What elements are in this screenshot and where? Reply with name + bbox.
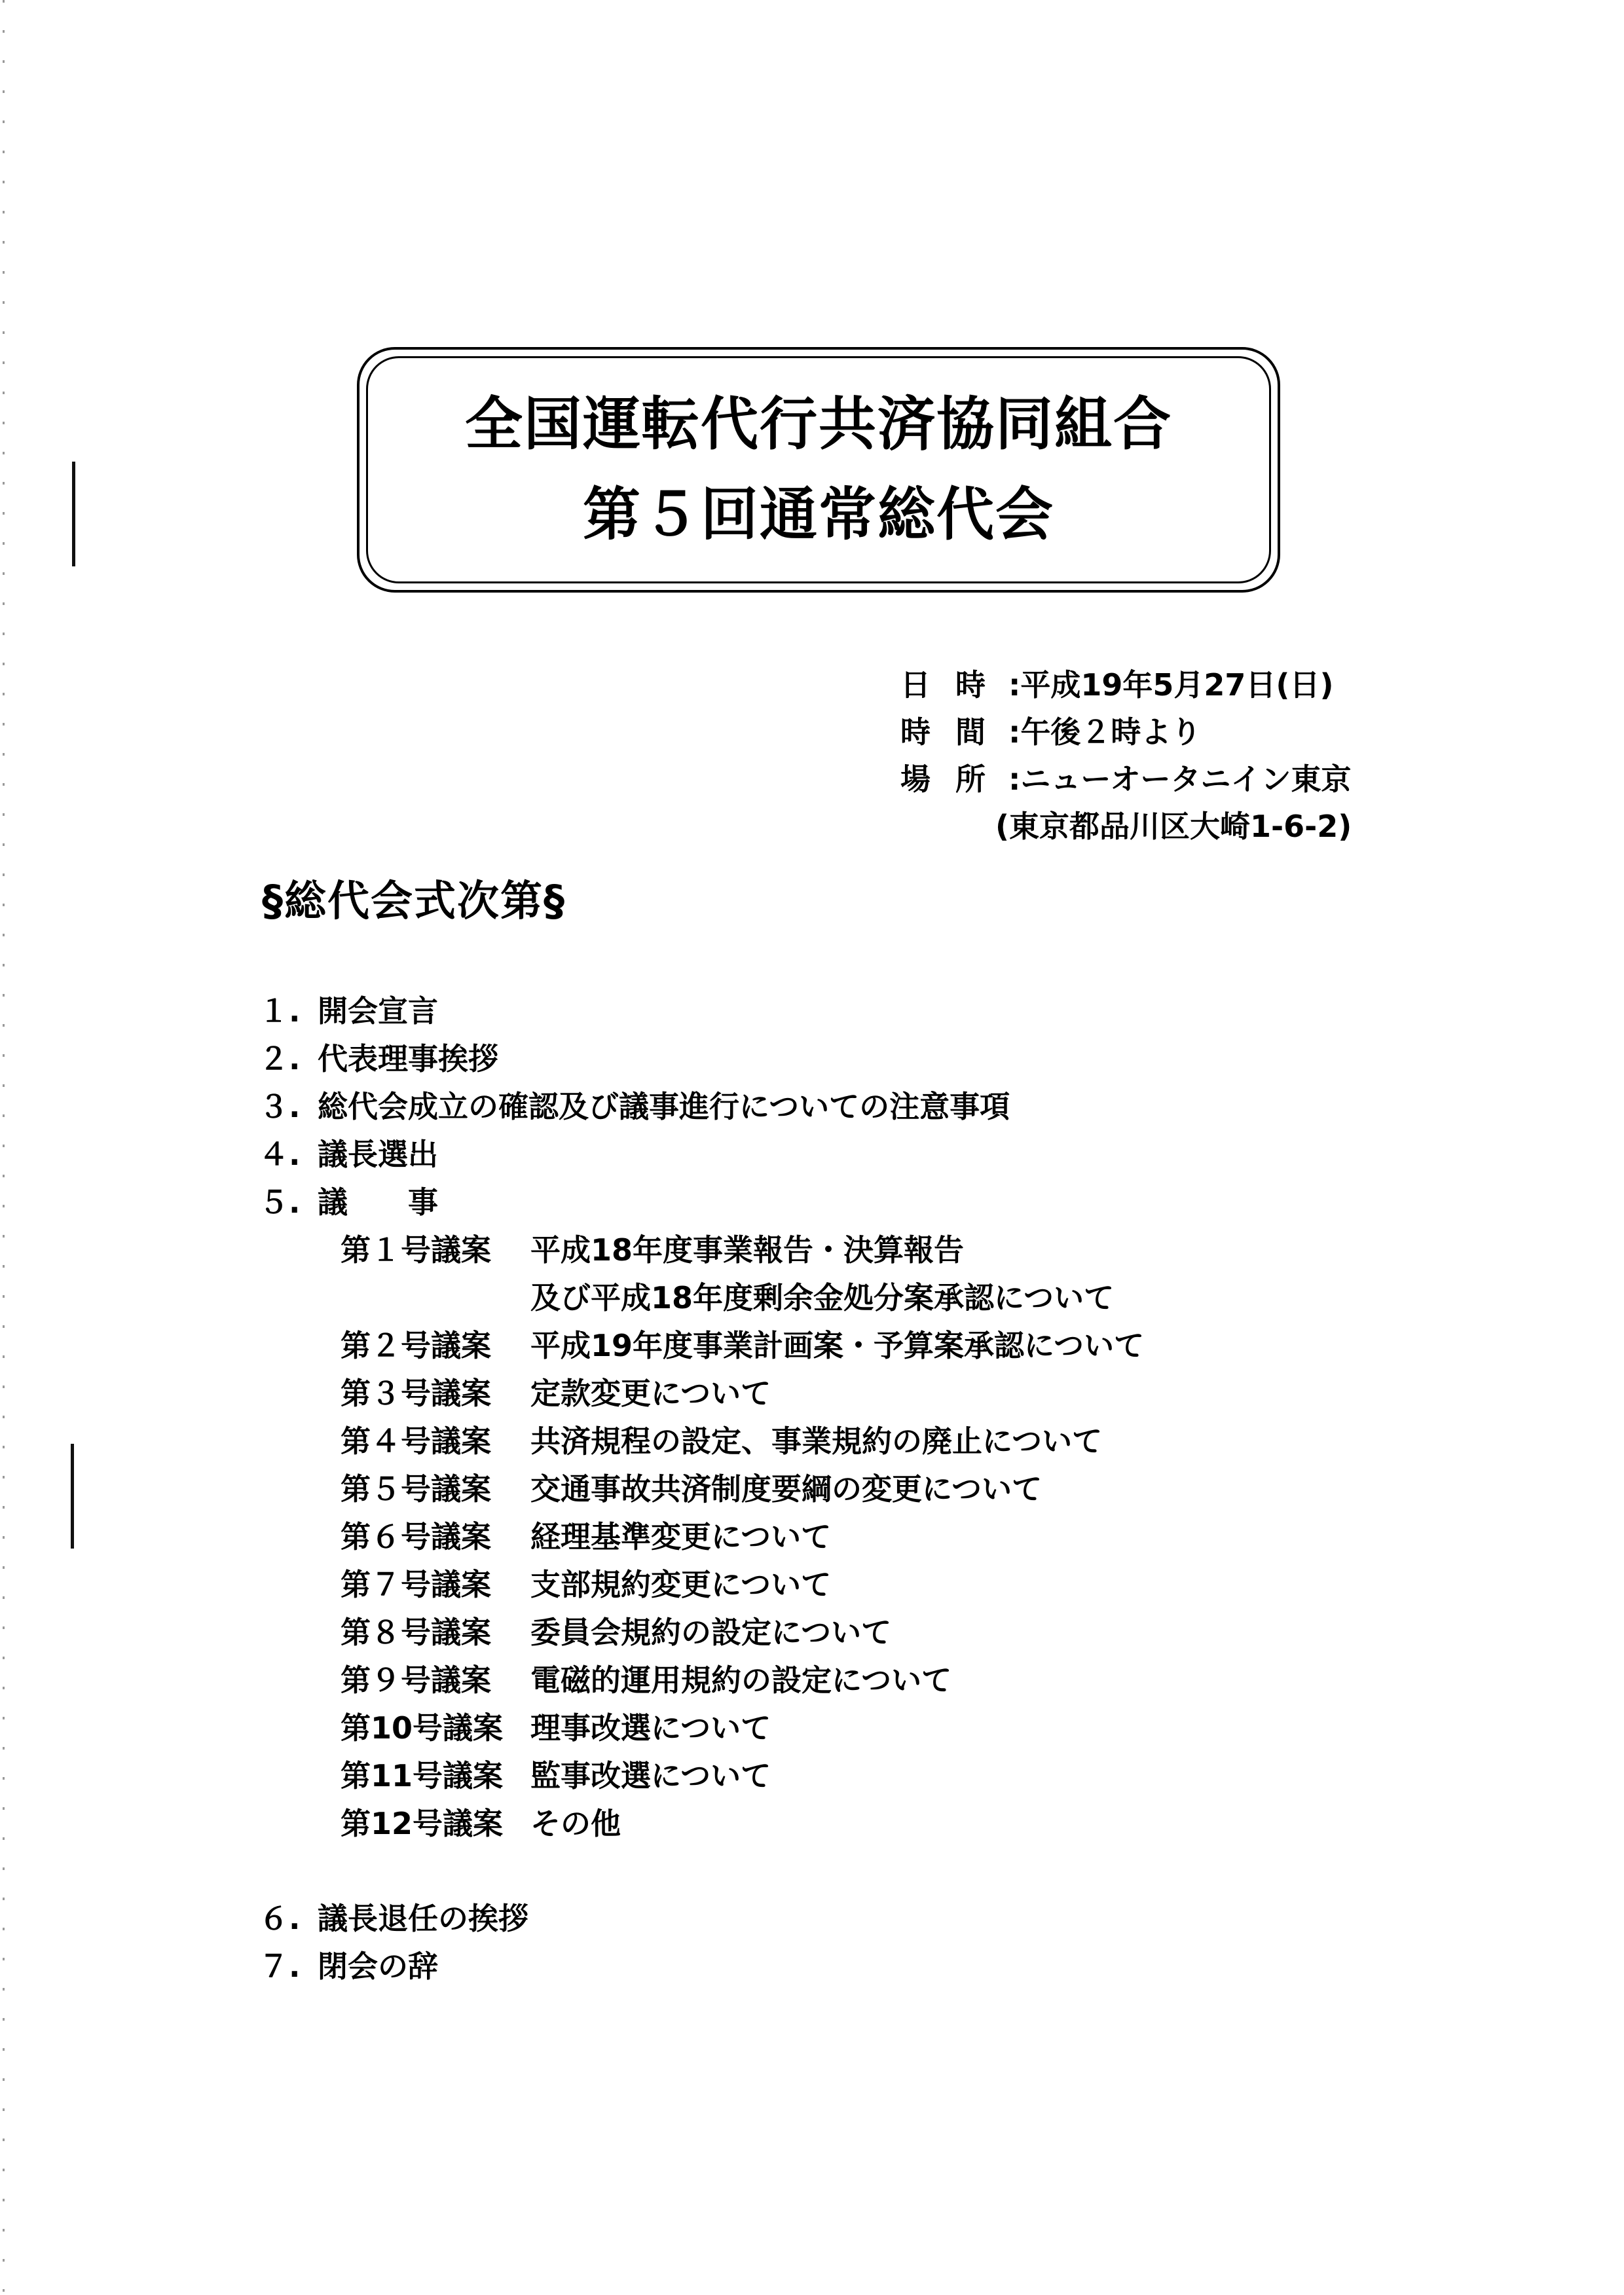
list-gap — [259, 1848, 1144, 1895]
agenda-item — [259, 1035, 1144, 1083]
motion-text: 交通事故共済制度要綱の変更について — [530, 1471, 1043, 1507]
agenda-list — [259, 987, 1144, 1991]
motion-number: 第12号議案 — [341, 1806, 504, 1841]
scan-edge-dots — [3, 0, 5, 2295]
motion-item — [259, 1370, 1144, 1418]
agenda-text: 開会宣言 — [318, 993, 438, 1029]
date-label: 日時 — [900, 667, 1010, 703]
section-heading: §総代会式次第§ — [262, 877, 566, 926]
binding-mark-bottom — [71, 1444, 74, 1549]
motion-text: 平成19年度事業計画案・予算案承認について — [530, 1328, 1145, 1363]
motion-number: 第11号議案 — [341, 1758, 504, 1793]
motion-text: 平成18年度事業報告・決算報告 — [530, 1232, 965, 1268]
motion-number: 第６号議案 — [341, 1519, 491, 1554]
motion-number: 第５号議案 — [341, 1471, 491, 1507]
agenda-item — [259, 1943, 1144, 1991]
agenda-number: ４. — [259, 1137, 301, 1172]
address-row — [900, 803, 1352, 850]
motion-number: 第３号議案 — [341, 1376, 491, 1411]
motion-number: 第２号議案 — [341, 1328, 491, 1363]
agenda-number: １. — [259, 993, 301, 1029]
motion-number: 第10号議案 — [341, 1710, 504, 1746]
motion-text: 支部規約変更について — [530, 1567, 832, 1602]
title-box — [357, 347, 1280, 593]
motion-number: 第８号議案 — [341, 1615, 491, 1650]
place-label: 場所 — [900, 762, 1010, 797]
agenda-item — [259, 1895, 1144, 1943]
motion-item — [259, 1704, 1144, 1752]
agenda-item — [259, 987, 1144, 1035]
agenda-text: 議長退任の挨拶 — [318, 1901, 528, 1936]
agenda-text: 議 事 — [318, 1184, 438, 1220]
agenda-number: ７. — [259, 1949, 301, 1984]
motion-number: 第９号議案 — [341, 1662, 491, 1698]
binding-mark-top — [72, 462, 75, 566]
address: (東京都品川区大崎1-6-2) — [995, 809, 1352, 844]
agenda-item — [259, 1179, 1144, 1226]
agenda-text: 代表理事挨拶 — [318, 1041, 498, 1076]
motion-item — [259, 1561, 1144, 1609]
motion-item — [259, 1418, 1144, 1465]
place-row — [900, 756, 1352, 803]
motion-continuation — [259, 1274, 1144, 1322]
motion-text: 理事改選について — [530, 1710, 771, 1746]
agenda-number: ３. — [259, 1089, 301, 1124]
agenda-text: 議長選出 — [318, 1137, 438, 1172]
motion-number: 第４号議案 — [341, 1423, 491, 1459]
place-value: :ニューオータニイン東京 — [1008, 762, 1352, 797]
agenda-item — [259, 1083, 1144, 1131]
date-row — [900, 661, 1352, 708]
time-row — [900, 708, 1352, 756]
motion-text: 経理基準変更について — [530, 1519, 832, 1554]
motion-text: 監事改選について — [530, 1758, 771, 1793]
title-organization: 全国運転代行共済協同組合 — [464, 390, 1172, 458]
motion-text: 電磁的運用規約の設定について — [530, 1662, 952, 1698]
agenda-text: 閉会の辞 — [318, 1949, 438, 1984]
motion-item — [259, 1657, 1144, 1704]
title-meeting: 第５回通常総代会 — [582, 481, 1054, 548]
meeting-details — [900, 661, 1352, 850]
agenda-number: ２. — [259, 1041, 301, 1076]
motion-item — [259, 1226, 1144, 1274]
time-value: :午後２時より — [1008, 714, 1202, 750]
motion-item — [259, 1609, 1144, 1657]
motion-text-cont: 及び平成18年度剰余金処分案承認について — [530, 1280, 1115, 1315]
agenda-text: 総代会成立の確認及び議事進行についての注意事項 — [318, 1089, 1010, 1124]
motion-item — [259, 1800, 1144, 1848]
date-value: :平成19年5月27日(日) — [1008, 667, 1334, 703]
agenda-number: ６. — [259, 1901, 301, 1936]
motion-item — [259, 1752, 1144, 1800]
motion-number: 第１号議案 — [341, 1232, 491, 1268]
agenda-item — [259, 1131, 1144, 1179]
agenda-number: ５. — [259, 1184, 301, 1220]
time-label: 時間 — [900, 714, 1010, 750]
motion-text: 定款変更について — [530, 1376, 771, 1411]
motion-text: 委員会規約の設定について — [530, 1615, 892, 1650]
motion-item — [259, 1513, 1144, 1561]
motion-text: 共済規程の設定、事業規約の廃止について — [530, 1423, 1103, 1459]
motion-number: 第７号議案 — [341, 1567, 491, 1602]
motion-text: その他 — [530, 1806, 621, 1841]
motion-item — [259, 1465, 1144, 1513]
motion-item — [259, 1322, 1144, 1370]
